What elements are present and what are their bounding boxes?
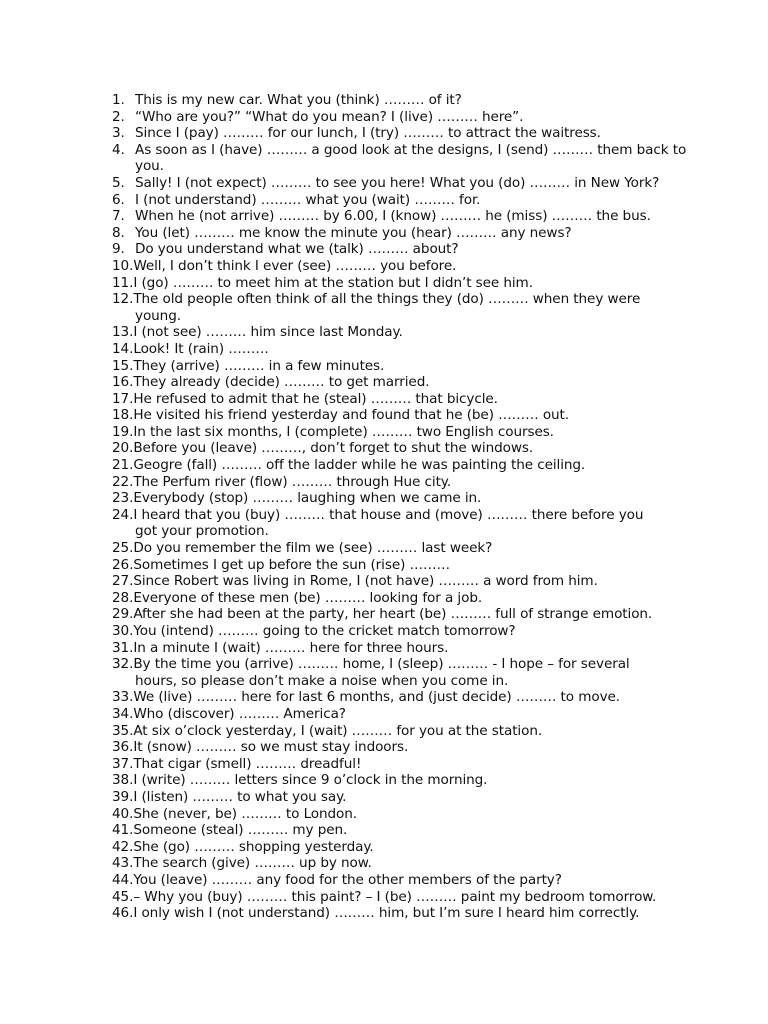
exercise-text: The old people often think of all the things they (do) ……… when they were [133, 291, 641, 308]
exercise-number: 4. [112, 141, 125, 158]
exercise-text: He refused to admit that he (steal) ……… that bicycle. [133, 390, 498, 407]
exercise-text: Who (discover) ……… America? [133, 705, 346, 722]
exercise-text: Look! It (rain) ……… [133, 340, 269, 357]
exercise-number: 34. [112, 705, 134, 722]
exercise-text: I heard that you (buy) ……… that house and (move) ……… there before you [133, 506, 644, 523]
exercise-number: 46. [112, 905, 134, 922]
exercise-text: They already (decide) ……… to get married. [133, 374, 430, 391]
exercise-text: That cigar (smell) ……… dreadful! [133, 755, 362, 772]
exercise-number: 5. [112, 174, 125, 191]
exercise-text: It (snow) ……… so we must stay indoors. [133, 739, 409, 756]
exercise-text: He visited his friend yesterday and found that he (be) ……… out. [133, 407, 570, 424]
exercise-number: 8. [112, 224, 125, 241]
exercise-item [112, 723, 692, 740]
exercise-item [112, 756, 692, 773]
exercise-number: 6. [112, 191, 125, 208]
exercise-item [112, 540, 692, 557]
exercise-text: We (live) ……… here for last 6 months, and (just decide) ……… to move. [133, 689, 621, 706]
exercise-text: Before you (leave) ………, don’t forget to shut the windows. [133, 440, 534, 457]
exercise-item [112, 391, 692, 408]
exercise-item [112, 192, 692, 209]
exercise-item [112, 258, 692, 275]
exercise-number: 3. [112, 125, 125, 142]
exercise-number: 45. [112, 888, 134, 905]
exercise-item [112, 789, 692, 806]
exercise-text: You (intend) ……… going to the cricket match tomorrow? [133, 623, 516, 639]
exercise-number: 24. [112, 506, 134, 523]
exercise-item [112, 175, 692, 192]
exercise-item [112, 341, 692, 358]
exercise-number: 12. [112, 291, 134, 308]
exercise-item [112, 905, 692, 922]
exercise-item [112, 640, 692, 657]
exercise-text: You (leave) ……… any food for the other members of the party? [133, 871, 562, 888]
exercise-item [112, 407, 692, 424]
exercise-text-continuation: got your promotion. [135, 523, 269, 540]
exercise-number: 17. [112, 390, 134, 407]
exercise-text: Someone (steal) ……… my pen. [133, 822, 348, 839]
exercise-number: 42. [112, 838, 134, 855]
exercise-text: Sometimes I get up before the sun (rise) ……… [133, 556, 450, 573]
exercise-number: 29. [112, 606, 134, 623]
exercise-text-continuation: young. [135, 307, 181, 324]
exercise-number: 26. [112, 556, 134, 573]
exercise-text: “Who are you?” “What do you mean? I (live) ……… here”. [135, 108, 524, 125]
exercise-text: At six o’clock yesterday, I (wait) ……… for you at the station. [133, 722, 543, 739]
exercise-text: She (never, be) ……… to London. [133, 805, 358, 822]
exercise-item [112, 822, 692, 839]
exercise-item [112, 739, 692, 756]
exercise-number: 41. [112, 822, 134, 839]
exercise-number: 36. [112, 739, 134, 756]
exercise-number: 21. [112, 457, 134, 474]
exercise-item [112, 839, 692, 856]
exercise-number: 40. [112, 805, 134, 822]
exercise-item [112, 241, 692, 258]
exercise-text: When he (not arrive) ……… by 6.00, I (know) ……… he (miss) ……… the bus. [135, 208, 651, 225]
exercise-text: Everybody (stop) ……… laughing when we came in. [133, 490, 482, 507]
exercise-item [112, 125, 692, 142]
exercise-text: The Perfum river (flow) ……… through Hue city. [133, 473, 452, 490]
exercise-text: You (let) ……… me know the minute you (hear) ……… any news? [135, 224, 572, 241]
exercise-number: 33. [112, 689, 134, 706]
exercise-number: 2. [112, 108, 125, 125]
exercise-text: Since I (pay) ……… for our lunch, I (try) ……… to attract the waitress. [135, 125, 601, 142]
exercise-text: Everyone of these men (be) ……… looking for a job. [133, 589, 483, 606]
exercise-text: I (not understand) ……… what you (wait) ……… for. [135, 191, 481, 208]
exercise-text: By the time you (arrive) ……… home, I (sleep) ……… - I hope – for several [133, 656, 630, 673]
exercise-item [112, 772, 692, 789]
exercise-text: Since Robert was living in Rome, I (not have) ……… a word from him. [133, 573, 598, 590]
exercise-item [112, 507, 692, 540]
exercise-item [112, 623, 692, 640]
exercise-item [112, 440, 692, 457]
exercise-number: 25. [112, 540, 134, 557]
exercise-item [112, 855, 692, 872]
exercise-item [112, 374, 692, 391]
exercise-item [112, 457, 692, 474]
exercise-text: I (write) ……… letters since 9 o’clock in the morning. [133, 772, 488, 789]
exercise-number: 39. [112, 788, 134, 805]
exercise-item [112, 872, 692, 889]
exercise-item [112, 590, 692, 607]
exercise-item [112, 424, 692, 441]
exercise-text: The search (give) ……… up by now. [133, 855, 372, 872]
exercise-item [112, 225, 692, 242]
exercise-number: 32. [112, 656, 134, 673]
exercise-text: Sally! I (not expect) ……… to see you here! What you (do) ……… in New York? [135, 174, 660, 191]
exercise-item [112, 208, 692, 225]
exercise-item [112, 324, 692, 341]
exercise-number: 19. [112, 423, 134, 440]
exercise-item [112, 706, 692, 723]
exercise-text: She (go) ……… shopping yesterday. [133, 838, 374, 855]
exercise-number: 23. [112, 490, 134, 507]
exercise-number: 18. [112, 407, 134, 424]
exercise-text-continuation: hours, so please don’t make a noise when you come in. [135, 672, 509, 689]
exercise-text: They (arrive) ……… in a few minutes. [133, 357, 385, 374]
exercise-item [112, 573, 692, 590]
exercise-number: 10. [112, 257, 134, 274]
exercise-text: Do you understand what we (talk) ……… about? [135, 241, 459, 258]
exercise-number: 27. [112, 573, 134, 590]
exercise-number: 37. [112, 755, 134, 772]
exercise-item [112, 474, 692, 491]
exercise-number: 38. [112, 772, 134, 789]
exercise-number: 43. [112, 855, 134, 872]
exercise-number: 30. [112, 623, 134, 639]
exercise-number: 13. [112, 324, 134, 341]
exercise-number: 14. [112, 340, 134, 357]
exercise-text: In the last six months, I (complete) ……… two English courses. [133, 423, 554, 440]
exercise-item [112, 656, 692, 689]
exercise-item [112, 689, 692, 706]
exercise-number: 9. [112, 241, 125, 258]
exercise-text: This is my new car. What you (think) ……… of it? [135, 92, 462, 108]
exercise-text: After she had been at the party, her heart (be) ……… full of strange emotion. [133, 606, 653, 623]
exercise-item [112, 358, 692, 375]
exercise-text: – Why you (buy) ……… this paint? – I (be) ……… paint my bedroom tomorrow. [133, 888, 657, 905]
exercise-text: Geogre (fall) ……… off the ladder while he was painting the ceiling. [133, 457, 586, 474]
exercise-item [112, 92, 692, 109]
exercise-text: Do you remember the film we (see) ……… last week? [133, 540, 493, 557]
exercise-item [112, 490, 692, 507]
exercise-item [112, 557, 692, 574]
exercise-item [112, 142, 692, 175]
exercise-item [112, 275, 692, 292]
exercise-text: I (not see) ……… him since last Monday. [133, 324, 403, 341]
exercise-number: 7. [112, 208, 125, 225]
exercise-number: 31. [112, 639, 134, 656]
exercise-list [112, 92, 692, 922]
exercise-text: I (listen) ……… to what you say. [133, 788, 347, 805]
exercise-text: I only wish I (not understand) ……… him, but I’m sure I heard him correctly. [133, 905, 640, 922]
exercise-number: 1. [112, 92, 125, 108]
exercise-text: In a minute I (wait) ……… here for three hours. [133, 639, 449, 656]
exercise-number: 44. [112, 871, 134, 888]
exercise-number: 20. [112, 440, 134, 457]
exercise-item [112, 806, 692, 823]
exercise-text: Well, I don’t think I ever (see) ……… you before. [133, 257, 457, 274]
exercise-text: I (go) ……… to meet him at the station but I didn’t see him. [133, 274, 533, 291]
exercise-number: 16. [112, 374, 134, 391]
exercise-number: 15. [112, 357, 134, 374]
exercise-item [112, 889, 692, 906]
exercise-item [112, 109, 692, 126]
exercise-item [112, 291, 692, 324]
exercise-text: As soon as I (have) ……… a good look at the designs, I (send) ……… them back to you. [135, 141, 687, 175]
exercise-item [112, 606, 692, 623]
exercise-number: 28. [112, 589, 134, 606]
exercise-number: 22. [112, 473, 134, 490]
exercise-number: 35. [112, 722, 134, 739]
exercise-number: 11. [112, 274, 134, 291]
